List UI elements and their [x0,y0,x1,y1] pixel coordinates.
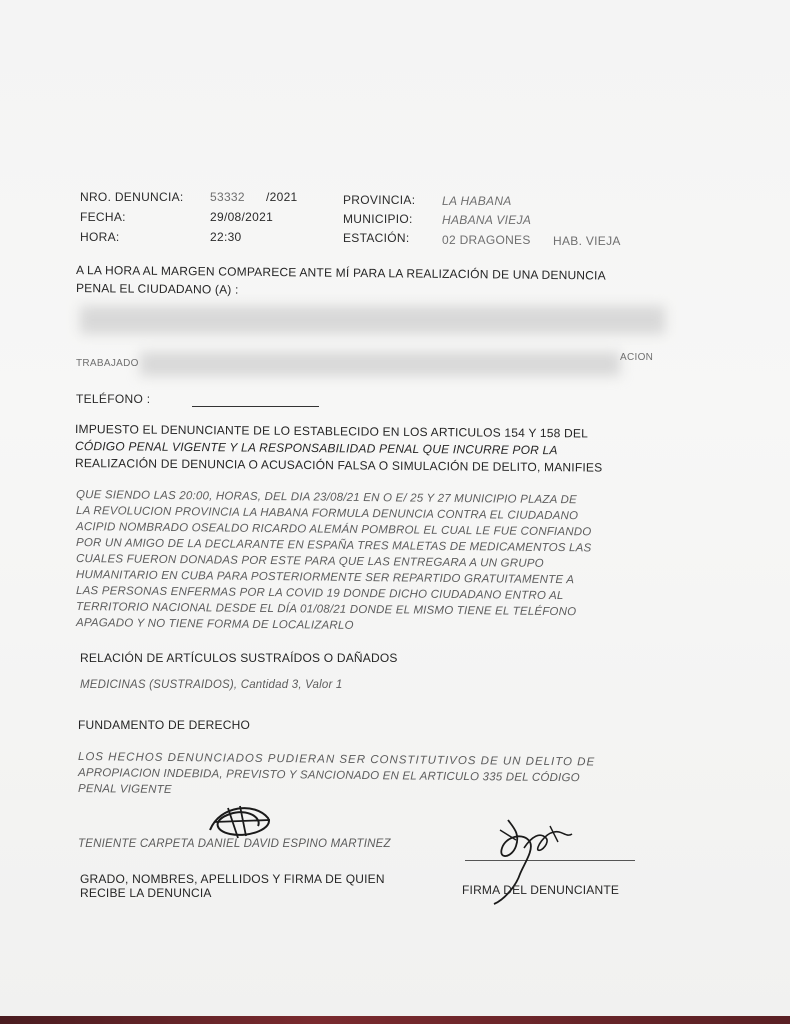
fecha-label: FECHA: [80,210,126,224]
fecha-value: 29/08/2021 [210,210,274,224]
officer-signature [200,800,280,842]
intro-line-2: PENAL EL CIUDADANO (A) : [75,281,239,297]
statute-line-1: IMPUESTO EL DENUNCIANTE DE LO ESTABLECIDO EN LOS ARTICULOS 154 Y 158 DEL [74,422,589,441]
narrative-line-2: LA REVOLUCION PROVINCIA LA HABANA FORMULA DENUNCIA CONTRA EL CIUDADANO [75,505,579,523]
officer-name: TENIENTE CARPETA DANIEL DAVID ESPINO MARTINEZ [78,838,391,850]
redacted-fragment-right: ACION [620,352,654,363]
fundamento-line-1: LOS HECHOS DENUNCIADOS PUDIERAN SER CONSTITUTIVOS DE UN DELITO DE [77,751,596,769]
fundamento-heading: FUNDAMENTO DE DERECHO [78,718,250,732]
telefono-blank [192,406,319,407]
intro-line-1: A LA HORA AL MARGEN COMPARECE ANTE MÍ PARA LA REALIZACIÓN DE UNA DENUNCIA [75,263,606,283]
articles-item: MEDICINAS (SUSTRAIDOS), Cantidad 3, Valor 1 [80,679,343,691]
officer-caption-line-1: GRADO, NOMBRES, APELLIDOS Y FIRMA DE QUIEN [80,872,385,886]
estacion-extra: HAB. VIEJA [553,234,621,248]
statute-line-2: CÓDIGO PENAL VIGENTE Y LA RESPONSABILIDAD PENAL QUE INCURRE POR LA [74,439,558,458]
redacted-block-2 [140,352,620,376]
narrative-line-8: TERRITORIO NACIONAL DESDE EL DÍA 01/08/21 DONDE EL MISMO TIENE EL TELÉFONO [75,601,577,619]
narrative-line-3: ACIPID NOMBRADO OSEALDO RICARDO ALEMÁN POMBROL EL CUAL LE FUE CONFIANDO [75,521,592,539]
complainant-caption: FIRMA DEL DENUNCIANTE [462,883,620,897]
narrative-line-7: LAS PERSONAS ENFERMAS POR LA COVID 19 DONDE DICHO CIUDADANO ENTRO AL [75,585,564,603]
nro-denuncia-year: /2021 [266,190,298,204]
statute-line-3: REALIZACIÓN DE DENUNCIA O ACUSACIÓN FALSA O SIMULACIÓN DE DELITO, MANIFIES [74,456,603,475]
provincia-label: PROVINCIA: [343,193,416,207]
telefono-label: TELÉFONO : [76,392,151,406]
narrative-line-9: APAGADO Y NO TIENE FORMA DE LOCALIZARLO [75,617,354,632]
nro-denuncia-value: 53332 [210,190,245,204]
estacion-value: 02 DRAGONES [442,233,531,247]
estacion-label: ESTACIÓN: [343,231,410,245]
narrative-line-5: CUALES FUERON DONADAS POR ESTE PARA QUE LAS ENTREGARA A UN GRUPO [75,553,544,570]
narrative-line-6: HUMANITARIO EN CUBA PARA POSTERIORMENTE SER REPARTIDO GRATUITAMENTE A [75,569,575,587]
municipio-value: HABANA VIEJA [442,213,532,227]
nro-denuncia-label: NRO. DENUNCIA: [80,190,184,204]
narrative-line-4: POR UN AMIGO DE LA DECLARANTE EN ESPAÑA TRES MALETAS DE MEDICAMENTOS LAS [75,537,592,555]
redacted-block-1 [80,306,665,334]
hora-value: 22:30 [210,230,242,244]
fundamento-line-3: PENAL VIGENTE [77,783,172,796]
officer-caption-line-2: RECIBE LA DENUNCIA [80,886,212,900]
provincia-value: LA HABANA [442,194,512,208]
redacted-fragment-left: TRABAJADO [76,358,139,369]
municipio-label: MUNICIPIO: [343,212,413,226]
hora-label: HORA: [80,230,120,244]
bottom-edge [0,1016,790,1024]
articles-heading: RELACIÓN DE ARTÍCULOS SUSTRAÍDOS O DAÑADOS [80,651,398,665]
fundamento-line-2: APROPIACION INDEBIDA, PREVISTO Y SANCIONADO EN EL ARTICULO 335 DEL CÓDIGO [77,767,580,785]
narrative-line-1: QUE SIENDO LAS 20:00, HORAS, DEL DIA 23/08/21 EN O E/ 25 Y 27 MUNICIPIO PLAZA DE [75,489,577,507]
